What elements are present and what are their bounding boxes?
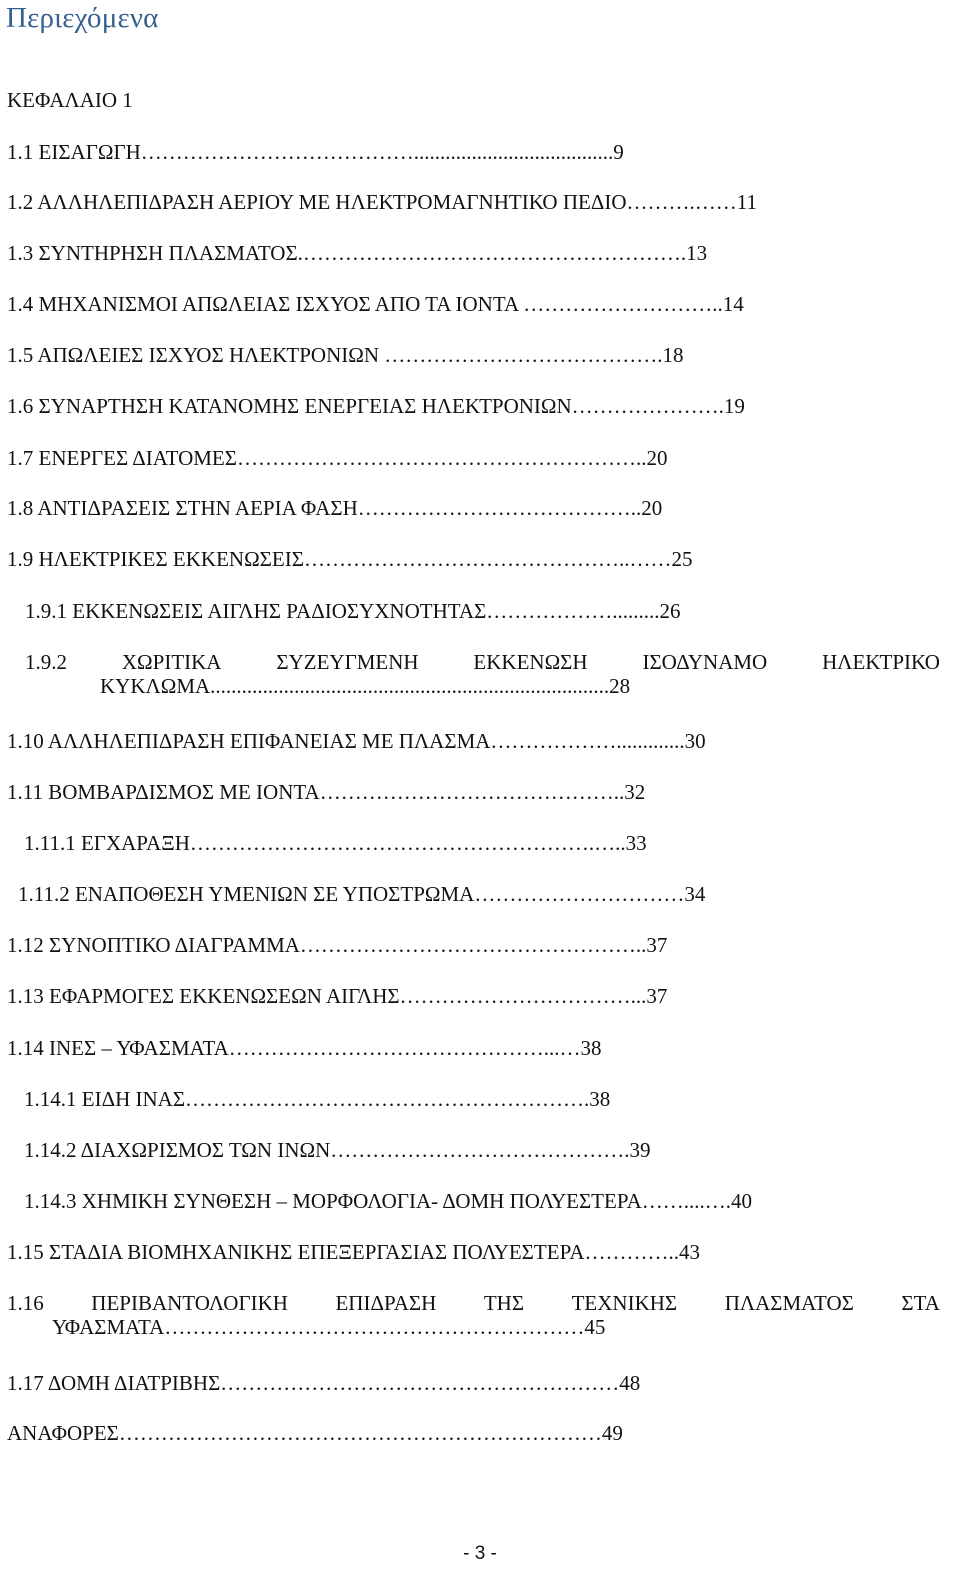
toc-entry-1-2: 1.2 ΑΛΛΗΛΕΠΙΔΡΑΣΗ ΑΕΡΙΟΥ ΜΕ ΗΛΕΚΤΡΟΜΑΓΝΗΤΙΚΟ ΠΕΔΙΟ……….……11: [7, 190, 757, 214]
toc-entry-1-11-2: 1.11.2 ΕΝΑΠΟΘΕΣΗ ΥΜΕΝΙΩΝ ΣΕ ΥΠΟΣΤΡΩΜΑ…………………………34: [18, 882, 706, 906]
page-number: - 3 -: [463, 1543, 497, 1564]
toc-entry-1-7: 1.7 ΕΝΕΡΓΕΣ ΔΙΑΤΟΜΕΣ…………………………………………………..20: [7, 446, 668, 470]
toc-entry-1-13: 1.13 ΕΦΑΡΜΟΓΕΣ ΕΚΚΕΝΩΣΕΩΝ ΑΙΓΛΗΣ……………………………...37: [7, 984, 668, 1008]
toc-entry-1-9-2-first-line: [25, 650, 940, 674]
toc-entry-1-11: 1.11 ΒΟΜΒΑΡΔΙΣΜΟΣ ΜΕ ΙΟΝΤΑ……………………………………..32: [7, 780, 646, 804]
toc-word: ΠΛΑΣΜΑΤΟΣ: [724, 1291, 854, 1315]
toc-entry-1-1: 1.1 ΕΙΣΑΓΩΓΗ…………………………………......................................9: [7, 140, 624, 164]
toc-word: ΕΠΙΔΡΑΣΗ: [335, 1291, 437, 1315]
toc-word: ΙΣΟΔΥΝΑΜΟ: [642, 650, 768, 674]
toc-entry-1-14-3: 1.14.3 ΧΗΜΙΚΗ ΣΥΝΘΕΣΗ – ΜΟΡΦΟΛΟΓΙΑ- ΔΟΜΗ ΠΟΛΥΕΣΤΕΡΑ……....….40: [24, 1189, 753, 1213]
toc-entry-references: ΑΝΑΦΟΡΕΣ……………………………………………………………49: [7, 1421, 623, 1445]
toc-entry-1-9-2-continuation: ΚΥΚΛΩΜΑ............................................................................28: [100, 674, 631, 698]
toc-entry-1-10: 1.10 ΑΛΛΗΛΕΠΙΔΡΑΣΗ ΕΠΙΦΑΝΕΙΑΣ ΜΕ ΠΛΑΣΜΑ……………….............30: [7, 729, 706, 753]
toc-entry-1-16-continuation: ΥΦΑΣΜΑΤΑ……………………………………………………45: [52, 1315, 606, 1339]
toc-entry-1-9-2: [25, 650, 940, 698]
toc-entry-1-17: 1.17 ΔΟΜΗ ΔΙΑΤΡΙΒΗΣ…………………………………………………48: [7, 1371, 641, 1395]
chapter-heading: ΚΕΦΑΛΑΙΟ 1: [7, 88, 133, 112]
toc-entry-1-14-1: 1.14.1 ΕΙΔΗ ΙΝΑΣ………………………………………………….38: [24, 1087, 611, 1111]
toc-word: ΧΩΡΙΤΙΚΑ: [121, 650, 222, 674]
toc-entry-1-5: 1.5 ΑΠΩΛΕΙΕΣ ΙΣΧΥΟΣ ΗΛΕΚΤΡΟΝΙΩΝ ………………………………….18: [7, 343, 684, 367]
toc-entry-1-4: 1.4 ΜΗΧΑΝΙΣΜΟΙ ΑΠΩΛΕΙΑΣ ΙΣΧΥΟΣ ΑΠΟ ΤΑ ΙΟΝΤΑ ………………………..14: [7, 292, 744, 316]
toc-word: ΣΥΖΕΥΓΜΕΝΗ: [276, 650, 419, 674]
toc-word: 1.16: [7, 1291, 44, 1315]
toc-word: ΠΕΡΙΒΑΝΤΟΛΟΓΙΚΗ: [91, 1291, 288, 1315]
toc-entry-1-12: 1.12 ΣΥΝΟΠΤΙΚΟ ΔΙΑΓΡΑΜΜΑ…………………………………………..37: [7, 933, 668, 957]
toc-word: ΕΚΚΕΝΩΣΗ: [473, 650, 588, 674]
toc-entry-1-8: 1.8 ΑΝΤΙΔΡΑΣΕΙΣ ΣΤΗΝ ΑΕΡΙΑ ΦΑΣΗ…………………………………..20: [7, 496, 663, 520]
toc-entry-1-9: 1.9 ΗΛΕΚΤΡΙΚΕΣ ΕΚΚΕΝΩΣΕΙΣ………………………………………..……25: [7, 547, 693, 571]
toc-word: ΗΛΕΚΤΡΙΚΟ: [822, 650, 940, 674]
toc-word: 1.9.2: [25, 650, 67, 674]
toc-entry-1-15: 1.15 ΣΤΑΔΙΑ ΒΙΟΜΗΧΑΝΙΚΗΣ ΕΠΕΞΕΡΓΑΣΙΑΣ ΠΟΛΥΕΣΤΕΡΑ…………..43: [7, 1240, 700, 1264]
toc-entry-1-14-2: 1.14.2 ΔΙΑΧΩΡΙΣΜΟΣ ΤΩΝ ΙΝΩΝ…………………………………….39: [24, 1138, 651, 1162]
toc-entry-1-14: 1.14 ΙΝΕΣ – ΥΦΑΣΜΑΤΑ………………………………………...…38: [7, 1036, 602, 1060]
toc-word: ΤΗΣ: [483, 1291, 525, 1315]
toc-entry-1-9-1: 1.9.1 ΕΚΚΕΝΩΣΕΙΣ ΑΙΓΛΗΣ ΡΑΔΙΟΣΥΧΝΟΤΗΤΑΣ……………….........26: [25, 599, 681, 623]
toc-entry-1-6: 1.6 ΣΥΝΑΡΤΗΣΗ ΚΑΤΑΝΟΜΗΣ ΕΝΕΡΓΕΙΑΣ ΗΛΕΚΤΡΟΝΙΩΝ………………….19: [7, 394, 745, 418]
toc-entry-1-3: 1.3 ΣΥΝΤΗΡΗΣΗ ΠΛΑΣΜΑΤΟΣ.……………………………………………….13: [7, 241, 708, 265]
page-title: Περιεχόμενα: [6, 2, 159, 34]
toc-word: ΣΤΑ: [901, 1291, 940, 1315]
toc-word: ΤΕΧΝΙΚΗΣ: [571, 1291, 678, 1315]
toc-entry-1-16-first-line: [7, 1291, 940, 1315]
toc-entry-1-16: [7, 1291, 940, 1339]
toc-entry-1-11-1: 1.11.1 ΕΓΧΑΡΑΞΗ………………………………………………….…..33: [24, 831, 647, 855]
